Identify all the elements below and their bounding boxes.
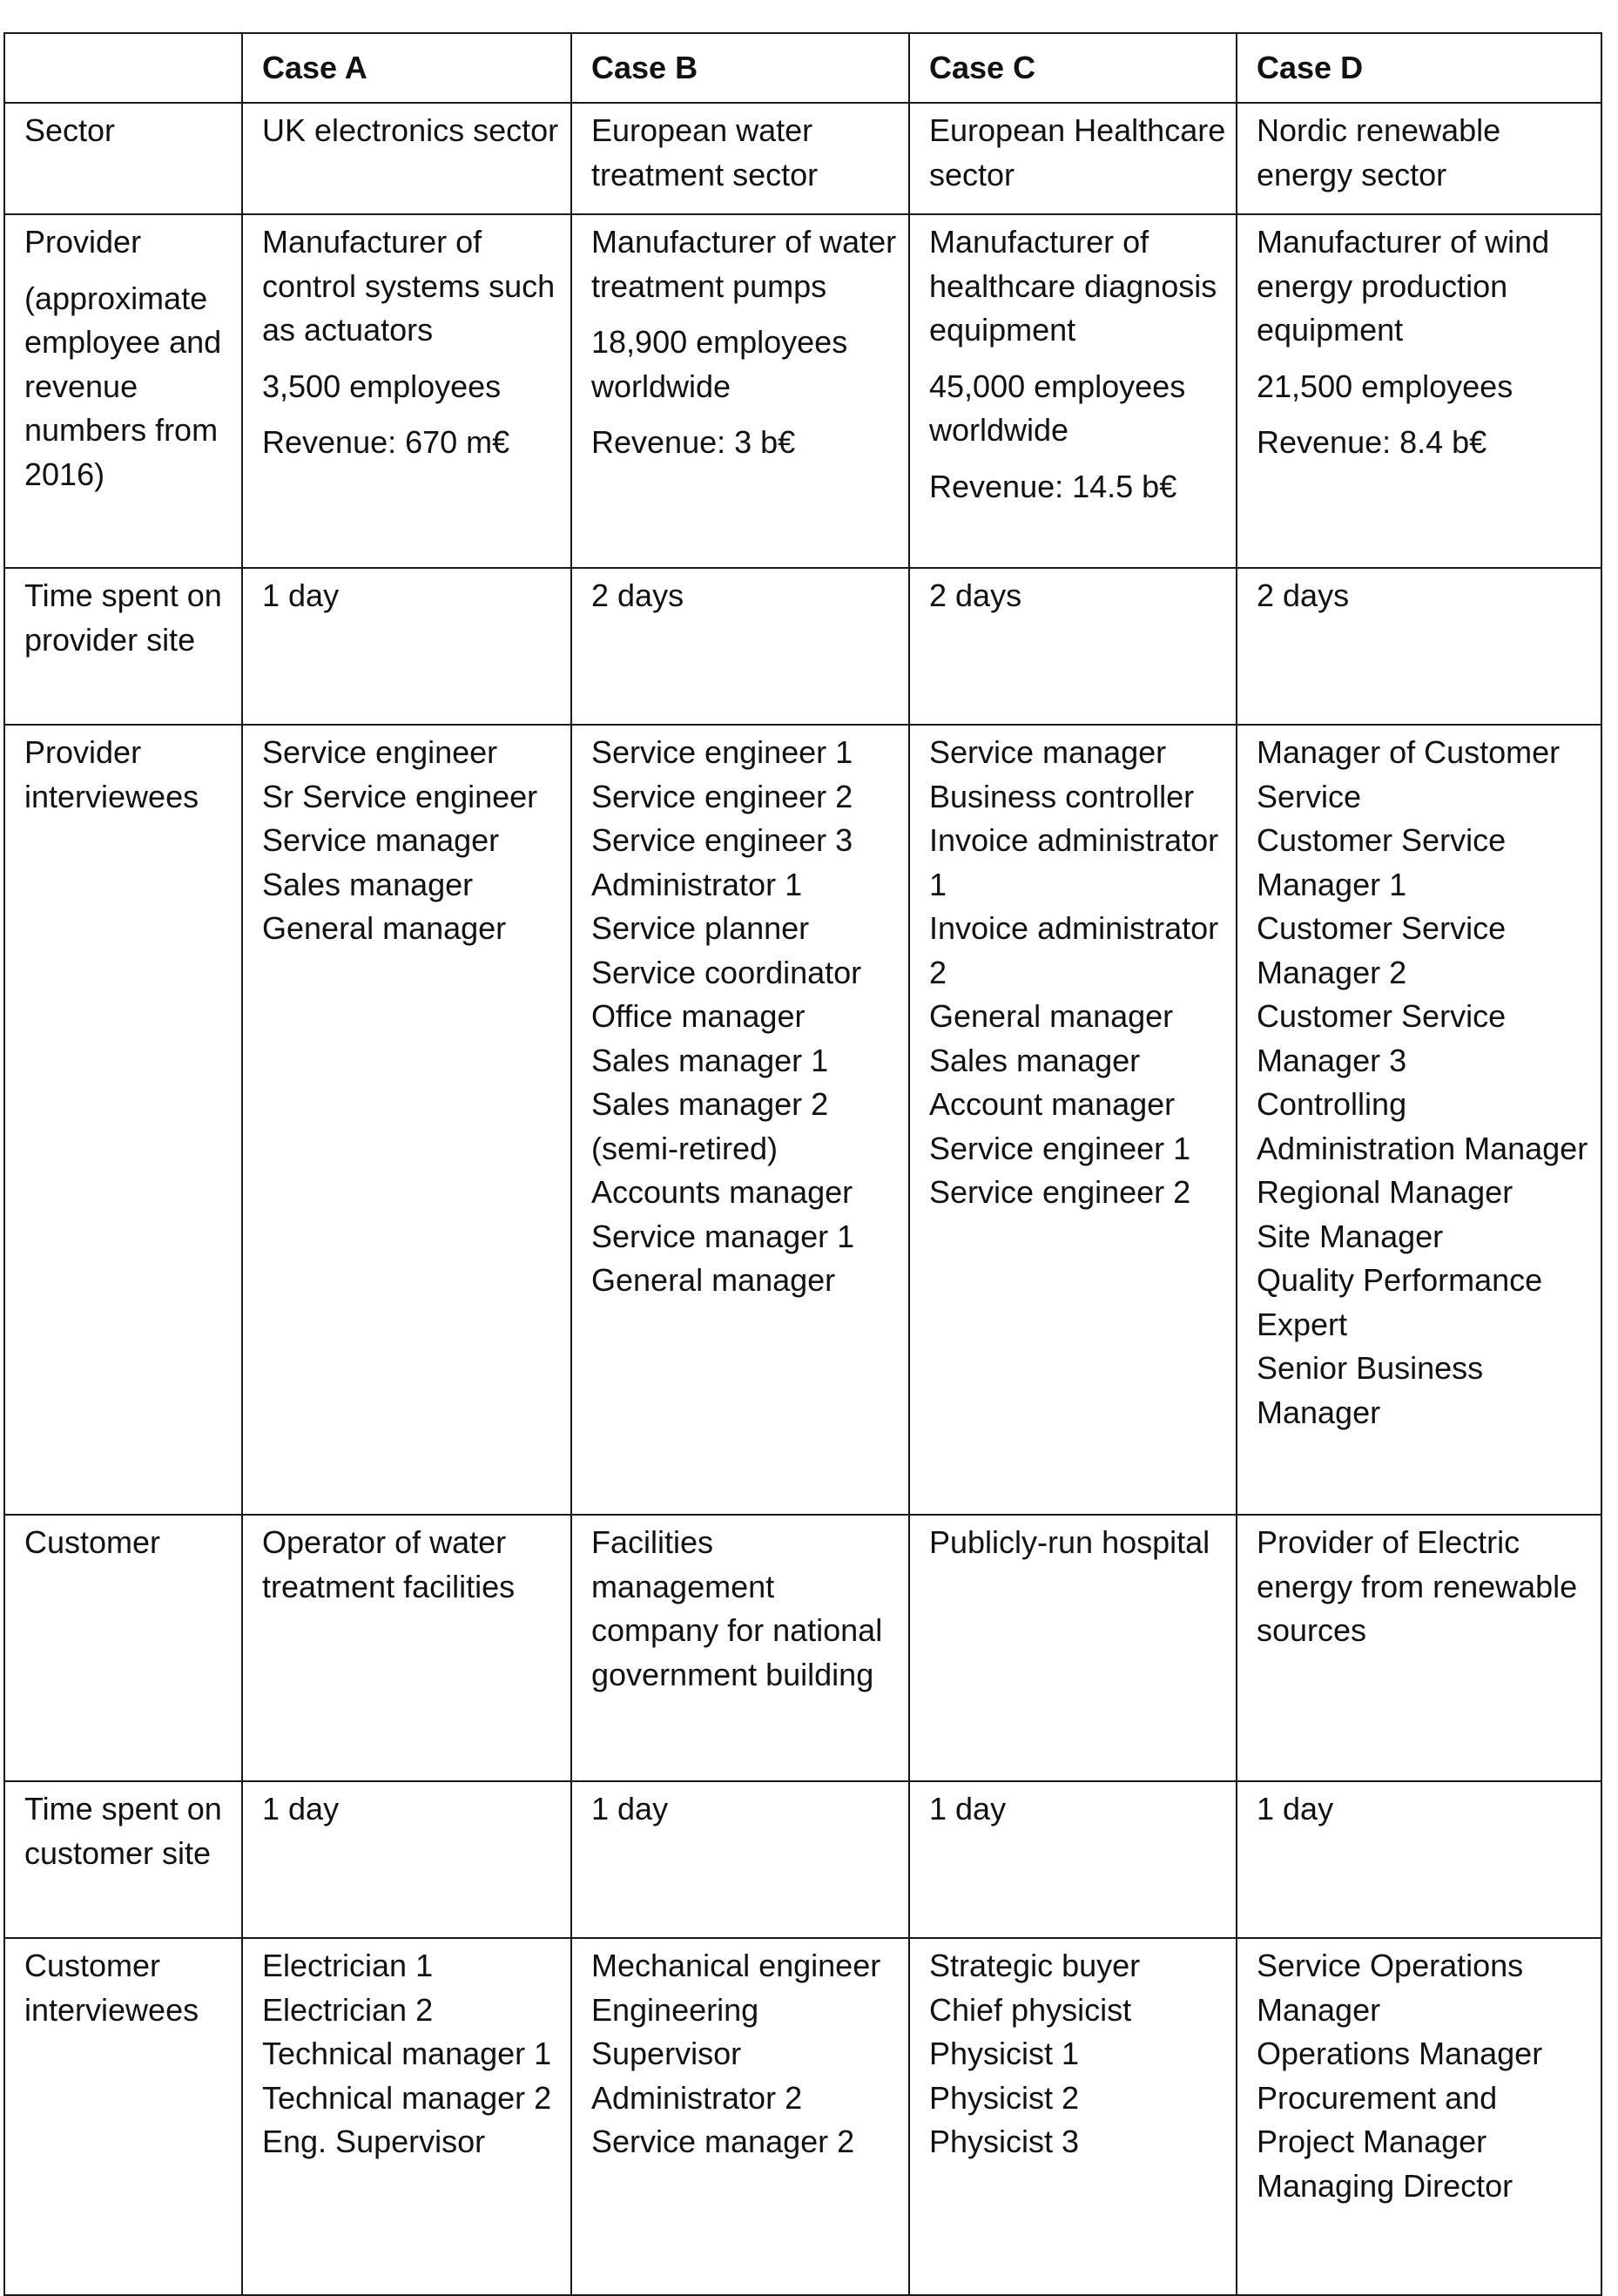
- table-row-time-provider-site: [4, 568, 1601, 725]
- cell-sector-case-b: [571, 103, 909, 214]
- cell-line: Technical manager 2: [262, 2079, 552, 2116]
- cell-line: 1 day: [262, 1791, 340, 1827]
- row-label-customer: [4, 1515, 242, 1781]
- cell-line: General manager: [929, 998, 1174, 1034]
- cell-customer-case-a: [242, 1515, 571, 1781]
- cell-line: 1 day: [262, 577, 340, 613]
- cell-line: Revenue: 14.5 b€: [929, 468, 1177, 504]
- cell-line: Electrician 1: [262, 1948, 434, 1983]
- cell-provider-case-c: [909, 214, 1237, 568]
- cell-provider-interviewees-case-a: [242, 725, 571, 1515]
- cell-line: Customer Service Manager 3: [1257, 998, 1507, 1078]
- cell-line: 45,000 employees worldwide: [929, 368, 1186, 448]
- cell-time-customer-site-case-b: [571, 1781, 909, 1938]
- cell-line: Site Manager: [1257, 1218, 1444, 1254]
- cell-line: Manufacturer of healthcare diagnosis equipment: [929, 224, 1217, 348]
- cell-line: Chief physicist: [929, 1991, 1132, 2028]
- cell-line: Managing Director: [1257, 2167, 1514, 2204]
- cell-customer-case-c: [909, 1515, 1237, 1781]
- cell-provider-interviewees-case-b: [571, 725, 909, 1515]
- cell-line: Mechanical engineer: [591, 1948, 881, 1983]
- cell-line: Operations Manager: [1257, 2036, 1543, 2071]
- cell-time-customer-site-case-a: [242, 1781, 571, 1938]
- cell-line: Customer Service Manager 2: [1257, 910, 1507, 990]
- cell-line: Physicist 2: [929, 2079, 1080, 2116]
- header-case-b: Case B: [571, 33, 909, 103]
- cell-time-provider-site-case-d: [1237, 568, 1601, 725]
- cell-line: Sector: [24, 112, 116, 148]
- table-row-provider-interviewees: [4, 725, 1601, 1515]
- cell-line: Service engineer 2: [929, 1174, 1191, 1210]
- cell-line: Accounts manager: [591, 1174, 853, 1210]
- cell-sector-case-c: [909, 103, 1237, 214]
- row-label-provider: [4, 214, 242, 568]
- cell-line: Office manager: [591, 998, 806, 1034]
- cell-line: Invoice administrator 1: [929, 822, 1219, 902]
- cell-line: Electrician 2: [262, 1991, 434, 2028]
- cell-customer-case-d: [1237, 1515, 1601, 1781]
- case-comparison-table: [3, 32, 1602, 2296]
- cell-line: Physicist 1: [929, 2036, 1080, 2071]
- cell-line: Quality Performance Expert: [1257, 1262, 1543, 1342]
- cell-provider-case-d: [1237, 214, 1601, 568]
- cell-line: Provider interviewees: [24, 734, 199, 814]
- cell-line: 2 days: [1257, 577, 1350, 613]
- cell-line: Sr Service engineer: [262, 778, 538, 814]
- cell-time-provider-site-case-c: [909, 568, 1237, 725]
- header-row: [4, 33, 1601, 103]
- row-label-time-customer-site: [4, 1781, 242, 1938]
- cell-customer-interviewees-case-c: [909, 1938, 1237, 2295]
- cell-sector-case-d: [1237, 103, 1601, 214]
- cell-line: Service manager 1: [591, 1218, 855, 1254]
- header-case-c: Case C: [909, 33, 1237, 103]
- cell-line: Engineering Supervisor: [591, 1991, 759, 2071]
- cell-time-provider-site-case-a: [242, 568, 571, 725]
- cell-line: General manager: [591, 1262, 836, 1298]
- cell-line: Service engineer 2: [591, 778, 853, 814]
- cell-line: Technical manager 1: [262, 2036, 552, 2071]
- cell-provider-case-a: [242, 214, 571, 568]
- cell-line: Manufacturer of wind energy production equipment: [1257, 224, 1550, 348]
- cell-sector-case-a: [242, 103, 571, 214]
- cell-line: Provider: [24, 224, 142, 260]
- table-body: [4, 103, 1601, 2295]
- cell-line: Controlling: [1257, 1086, 1407, 1122]
- cell-line: (approximate employee and revenue numbers from 2016): [24, 280, 222, 492]
- cell-line: 1 day: [929, 1791, 1007, 1827]
- cell-line: Service Operations Manager: [1257, 1948, 1524, 2028]
- cell-customer-interviewees-case-d: [1237, 1938, 1601, 2295]
- cell-line: Manufacturer of water treatment pumps: [591, 224, 897, 304]
- cell-line: Time spent on provider site: [24, 577, 222, 658]
- cell-line: Revenue: 670 m€: [262, 424, 510, 460]
- cell-line: Customer: [24, 1524, 161, 1560]
- cell-line: Business controller: [929, 778, 1195, 814]
- row-label-time-provider-site: [4, 568, 242, 725]
- row-label-provider-interviewees: [4, 725, 242, 1515]
- header-case-d: Case D: [1237, 33, 1601, 103]
- cell-line: Invoice administrator 2: [929, 910, 1219, 990]
- cell-time-provider-site-case-b: [571, 568, 909, 725]
- cell-customer-interviewees-case-a: [242, 1938, 571, 2295]
- cell-line: Service engineer 1: [929, 1130, 1191, 1166]
- cell-line: Manufacturer of control systems such as actuators: [262, 224, 556, 348]
- row-label-sector: [4, 103, 242, 214]
- table-row-provider: [4, 214, 1601, 568]
- cell-time-customer-site-case-c: [909, 1781, 1237, 1938]
- cell-line: Sales manager 2 (semi-retired): [591, 1086, 829, 1166]
- cell-line: Service manager: [929, 734, 1167, 770]
- cell-line: General manager: [262, 910, 507, 946]
- cell-line: Nordic renewable energy sector: [1257, 112, 1501, 192]
- cell-line: Revenue: 3 b€: [591, 424, 796, 460]
- cell-line: Service engineer 1: [591, 734, 853, 770]
- cell-line: European water treatment sector: [591, 112, 819, 192]
- cell-line: Time spent on customer site: [24, 1791, 222, 1871]
- cell-line: Service engineer: [262, 734, 498, 770]
- cell-line: Administrator 2: [591, 2079, 803, 2116]
- cell-line: Publicly-run hospital: [929, 1524, 1210, 1560]
- cell-line: Revenue: 8.4 b€: [1257, 424, 1487, 460]
- cell-line: Eng. Supervisor: [262, 2124, 486, 2159]
- cell-line: Service coordinator: [591, 954, 862, 990]
- cell-line: Customer interviewees: [24, 1948, 199, 2028]
- table-row-time-customer-site: [4, 1781, 1601, 1938]
- cell-line: 2 days: [929, 577, 1022, 613]
- cell-line: Service manager 2: [591, 2124, 855, 2159]
- cell-line: Regional Manager: [1257, 1174, 1514, 1210]
- table-row-sector: [4, 103, 1601, 214]
- cell-line: Account manager: [929, 1086, 1176, 1122]
- cell-line: Operator of water treatment facilities: [262, 1524, 516, 1604]
- cell-line: Provider of Electric energy from renewable sources: [1257, 1524, 1578, 1648]
- cell-line: Service manager: [262, 822, 500, 858]
- cell-line: 2 days: [591, 577, 684, 613]
- cell-time-customer-site-case-d: [1237, 1781, 1601, 1938]
- cell-line: Physicist 3: [929, 2124, 1080, 2159]
- cell-line: 1 day: [1257, 1791, 1334, 1827]
- cell-line: Service planner: [591, 910, 810, 946]
- cell-line: Sales manager: [262, 866, 474, 902]
- cell-line: Customer Service Manager 1: [1257, 822, 1507, 902]
- cell-customer-interviewees-case-b: [571, 1938, 909, 2295]
- cell-line: Senior Business Manager: [1257, 1350, 1484, 1430]
- cell-line: Service engineer 3: [591, 822, 853, 858]
- row-label-customer-interviewees: [4, 1938, 242, 2295]
- cell-line: Manager of Customer Service: [1257, 734, 1561, 814]
- cell-line: 1 day: [591, 1791, 669, 1827]
- cell-provider-interviewees-case-c: [909, 725, 1237, 1515]
- cell-provider-case-b: [571, 214, 909, 568]
- cell-line: 21,500 employees: [1257, 368, 1514, 404]
- cell-line: Administrator 1: [591, 866, 803, 902]
- cell-line: 3,500 employees: [262, 368, 502, 404]
- cell-line: Procurement and Project Manager: [1257, 2079, 1498, 2159]
- header-blank: [4, 33, 242, 103]
- header-case-a: Case A: [242, 33, 571, 103]
- cell-line: Sales manager 1: [591, 1042, 829, 1078]
- table-row-customer-interviewees: [4, 1938, 1601, 2295]
- cell-provider-interviewees-case-d: [1237, 725, 1601, 1515]
- table-row-customer: [4, 1515, 1601, 1781]
- cell-line: Strategic buyer: [929, 1948, 1141, 1983]
- cell-line: European Healthcare sector: [929, 112, 1226, 192]
- cell-customer-case-b: [571, 1515, 909, 1781]
- cell-line: Facilities management company for national government building: [591, 1524, 883, 1692]
- cell-line: 18,900 employees worldwide: [591, 324, 848, 404]
- cell-line: Sales manager: [929, 1042, 1141, 1078]
- cell-line: UK electronics sector: [262, 112, 559, 148]
- cell-line: Administration Manager: [1257, 1130, 1588, 1166]
